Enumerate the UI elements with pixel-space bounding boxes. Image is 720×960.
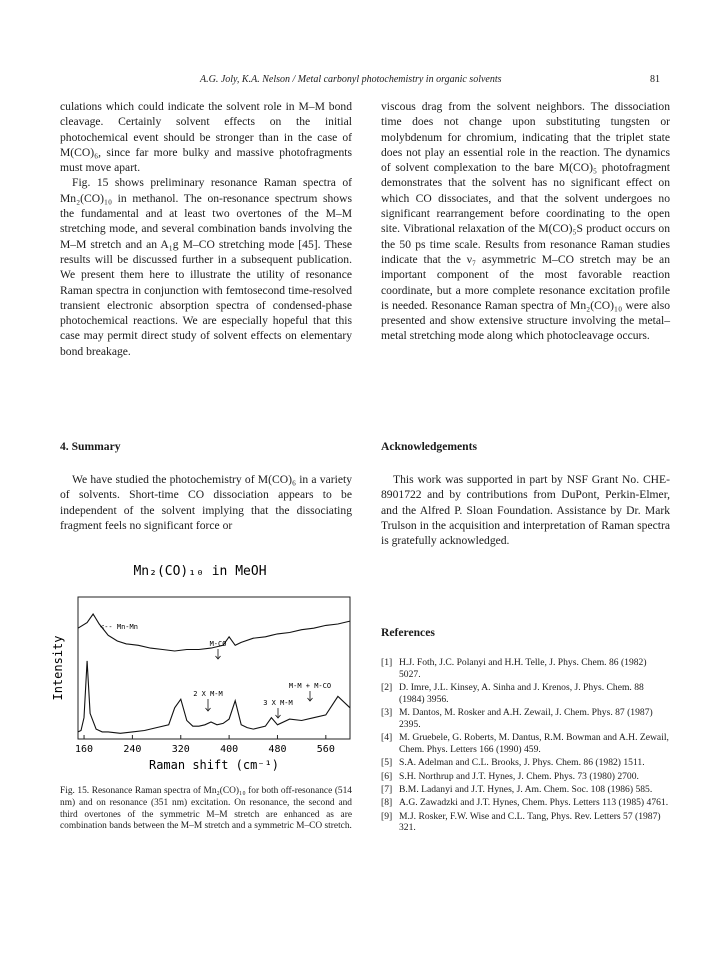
reference-item (381, 682, 670, 706)
x-tick-label: 320 (171, 744, 190, 755)
annotation-label: M-CO (209, 640, 227, 648)
annotation-label: <-- Mn-Mn (100, 623, 138, 631)
right-column-text (381, 99, 670, 344)
reference-number: [5] (381, 757, 393, 769)
annotation-label: 2 X M-M (193, 690, 223, 698)
reference-item (381, 811, 670, 835)
figure-caption: Fig. 15. Resonance Raman spectra of Mn₂(CO)₁₀ for both off-resonance (514 nm) and on resonance (351 nm) excitation. On resonance, the second and third overtones of the symmetric M–M stretch are enhanced as are combination bands between the M–M stretch and a symmetric M–CO stretch. (60, 786, 352, 832)
reference-number: [4] (381, 732, 393, 744)
reference-text: S.A. Adelman and C.L. Brooks, J. Phys. Chem. 86 (1982) 1511. (399, 757, 645, 769)
chart-title: Mn₂(CO)₁₀ in MeOH (133, 564, 267, 579)
reference-item (381, 784, 670, 796)
paragraph: culations which could indicate the solvent role in M–M bond cleavage. Certainly solvent effects on the initial photochemical event should be stronger than in the case of M(CO)₆, since far more bulky and massive photofragments must move apart. (60, 100, 352, 175)
reference-number: [6] (381, 770, 393, 782)
x-tick-label: 240 (123, 744, 142, 755)
reference-text: A.G. Zawadzki and J.T. Hynes, Chem. Phys. Letters 113 (1985) 4761. (399, 797, 669, 809)
reference-text: H.J. Foth, J.C. Polanyi and H.H. Telle, J. Phys. Chem. 86 (1982) 5027. (399, 657, 647, 680)
reference-number: [7] (381, 783, 393, 795)
reference-item (381, 657, 670, 681)
acknowledgements-heading: Acknowledgements (381, 440, 477, 453)
left-column-text (60, 99, 352, 359)
paragraph: Fig. 15 shows preliminary resonance Raman spectra of Mn₂(CO)₁₀ in methanol. The on-resonance spectrum shows the fundamental and at least two overtones of the M–M stretching mode, and several combination bands involving the M–M stretch and an A₁g M–CO stretching mode [45]. These results will be discussed further in a subsequent publication. We present them here to illustrate the utility of resonance Raman spectra in conjunction with femtosecond time-resolved transient electronic absorption spectra of condensed-phase photochemical reactions. We are especially hopeful that this case may permit direct study of solvent effects on elementary bond breakage. (60, 176, 352, 358)
references-list (381, 657, 670, 836)
reference-number: [1] (381, 657, 393, 668)
acknowledgements-body (381, 472, 670, 548)
raman-figure (40, 555, 360, 780)
paragraph: This work was supported in part by NSF Grant No. CHE-8901722 and by contributions from DuPont, Perkin-Elmer, and the Alfred P. Sloan Foundation. Assistance by Dr. Mark Trulson in the acquisition and interpretation of Raman spectra is gratefully acknowledged. (381, 473, 670, 548)
reference-number: [9] (381, 810, 393, 822)
annotation-label: M-M + M-CO (288, 682, 332, 690)
x-axis-label: Raman shift (cm⁻¹) (148, 758, 280, 772)
references-heading: References (381, 626, 435, 639)
paragraph: We have studied the photochemistry of M(CO)₆ in a variety of solvents. Short-time CO dissociation appears to be independent of the solvent implying that the dissociating fragment feels no significant force or (60, 473, 352, 532)
reference-number: [2] (381, 682, 393, 694)
plot-frame (78, 597, 350, 739)
reference-number: [8] (381, 797, 393, 809)
reference-item (381, 732, 670, 756)
x-tick-label: 560 (316, 744, 335, 755)
reference-text: M. Dantos, M. Rosker and A.H. Zewail, J. Chem. Phys. 87 (1987) 2395. (399, 707, 653, 730)
x-tick-label: 400 (220, 744, 239, 755)
page-number: 81 (650, 74, 660, 85)
reference-text: S.H. Northrup and J.T. Hynes, J. Chem. Phys. 73 (1980) 2700. (399, 770, 639, 782)
reference-number: [3] (381, 707, 393, 719)
paragraph: viscous drag from the solvent neighbors. The dissociation time does not change upon substituting tungsten or molybdenum for chromium, indicating that the triplet state does not play an essential role in the reaction. The dynamics of solvent complexation to the bare M(CO)₅ photofragment demonstrates that the solvent has no significant effect on which CO dissociates, and that the solvent undergoes no significant rearrangement before coordinating to the open site. Vibrational relaxation of the M(CO)₅S product occurs on the 50 ps time scale. Results from resonance Raman studies indicate that the ν₇ asymmetric M–CO stretch may be an important component of the most favorable reaction coordinate, but a more complete resonance excitation profile is needed. Resonance Raman spectra of Mn₂(CO)₁₀ were also presented and show extensive structure involving the metal–metal stretching mode along which photocleavage occurs. (381, 100, 670, 343)
x-tick-label: 160 (75, 744, 94, 755)
summary-heading: 4. Summary (60, 440, 121, 453)
y-axis-label: Intensity (51, 635, 65, 701)
reference-text: D. Imre, J.L. Kinsey, A. Sinha and J. Krenos, J. Phys. Chem. 88 (1984) 3956. (399, 682, 644, 705)
reference-text: M.J. Rosker, F.W. Wise and C.L. Tang, Phys. Rev. Letters 57 (1987) 321. (399, 810, 661, 834)
summary-body (60, 472, 352, 533)
running-title: A.G. Joly, K.A. Nelson / Metal carbonyl photochemistry in organic solvents (200, 74, 502, 85)
x-tick-label: 480 (268, 744, 287, 755)
reference-item (381, 771, 670, 783)
reference-item (381, 707, 670, 731)
annotation-label: 3 X M-M (263, 699, 293, 707)
reference-text: M. Gruebele, G. Roberts, M. Dantus, R.M. Bowman and A.H. Zewail, Chem. Phys. Letters 166 (1990) 459. (399, 732, 669, 756)
reference-item (381, 797, 670, 809)
reference-text: B.M. Ladanyi and J.T. Hynes, J. Am. Chem. Soc. 108 (1986) 585. (399, 783, 653, 795)
reference-item (381, 757, 670, 769)
raman-chart (40, 555, 360, 780)
